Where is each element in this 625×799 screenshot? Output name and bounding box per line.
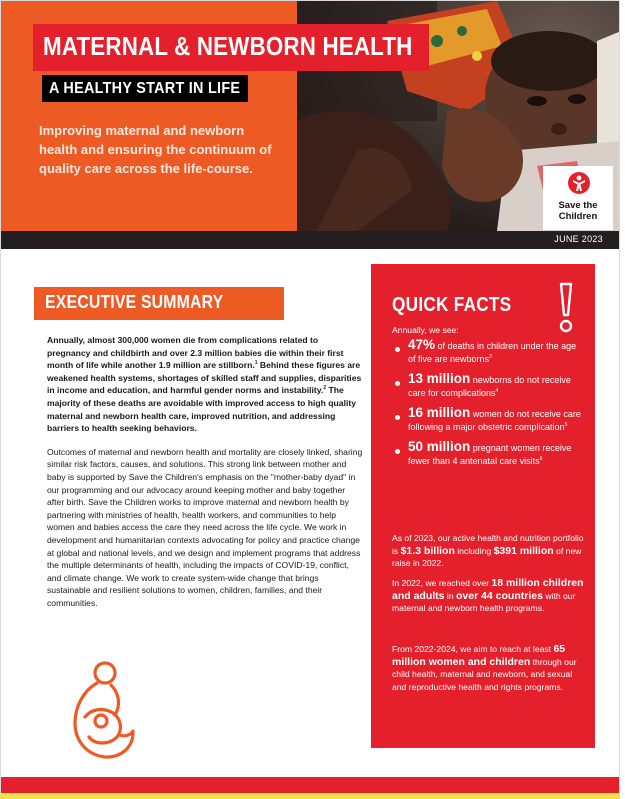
bottom-strip [0, 793, 620, 799]
quick-facts-lead: Annually, we see: [392, 325, 459, 335]
logo-figure-icon [568, 172, 590, 194]
quick-facts-list [392, 339, 582, 475]
quick-fact-item: 13 million newborns do not receive care for complications$^4$ [392, 373, 582, 399]
logo-wordmark: Save the Children [558, 200, 598, 222]
portfolio-paragraph: As of 2023, our active health and nutrition portfolio is $1.3 billion including $391 million of new raise in 2022. [392, 533, 584, 569]
page-title: MATERNAL & NEWBORN HEALTH [43, 31, 413, 61]
exclamation-icon [557, 281, 575, 340]
page-subtitle: A HEALTHY START IN LIFE [49, 80, 241, 97]
quick-fact-item: 50 million pregnant women receive fewer than 4 antenatal care visits$^6$ [392, 441, 582, 467]
quick-fact-item: 47% of deaths in children under the age of five are newborns$^3$ [392, 339, 582, 365]
exec-paragraph-1: Annually, almost 300,000 women die from complications related to pregnancy and childbirth and over 2.3 million babies die within their first month of life while another 1.9 million are stillborn.$^1$ Behind these figures are weakened health systems, shortages of skilled staff and supplies, disparities in income and education, and harmful gender norms and instability.$^2$ The majority of these deaths are avoidable with improved access to high quality maternal and newborn health care, improved nutrition, and addressing barriers to health seeking behaviors. [47, 335, 362, 434]
exec-summary-title: EXECUTIVE SUMMARY [45, 292, 224, 312]
exec-paragraph-2: Outcomes of maternal and newborn health and mortality are closely linked, sharing similar risk factors, causes, and solutions. This strong link between mother and baby is supported by Save the Children's emphasis on the "mother-baby dyad" in our programming and our advocacy around keeping mother and baby together after birth. Save the Children works to improve maternal and newborn health by partnering with ministries of health, health workers, and communities to help women and babies access the care they need across the life cycle. We work in development and humanitarian contexts advocating for policy and practice change at global and national levels, and we design and implement programs that address the multiple determinants of health, including the impacts of COVID-19, conflict, and climate change. We work to create system-wide change that brings sustainable and resilient solutions to women, children, families, and their communities. [47, 446, 363, 608]
hero-intro-text: Improving maternal and newborn health and ensuring the continuum of quality care across the life-course. [39, 123, 272, 176]
mother-baby-icon [61, 659, 141, 766]
quick-fact-item: 16 million women do not receive care following a major obstetric complication$^5$ [392, 407, 582, 433]
goal-paragraph: From 2022-2024, we aim to reach at least 65 million women and children through our child health, maternal and newborn, and sexual and reproductive health and rights programs. [392, 643, 577, 692]
reach-paragraph: In 2022, we reached over 18 million children and adults in over 44 countries with our maternal and newborn health programs. [392, 577, 584, 614]
exec-summary-body [47, 334, 363, 620]
date-bar [1, 231, 620, 249]
publication-date: JUNE 2023 [554, 234, 603, 244]
quick-facts-title: QUICK FACTS [392, 294, 512, 316]
